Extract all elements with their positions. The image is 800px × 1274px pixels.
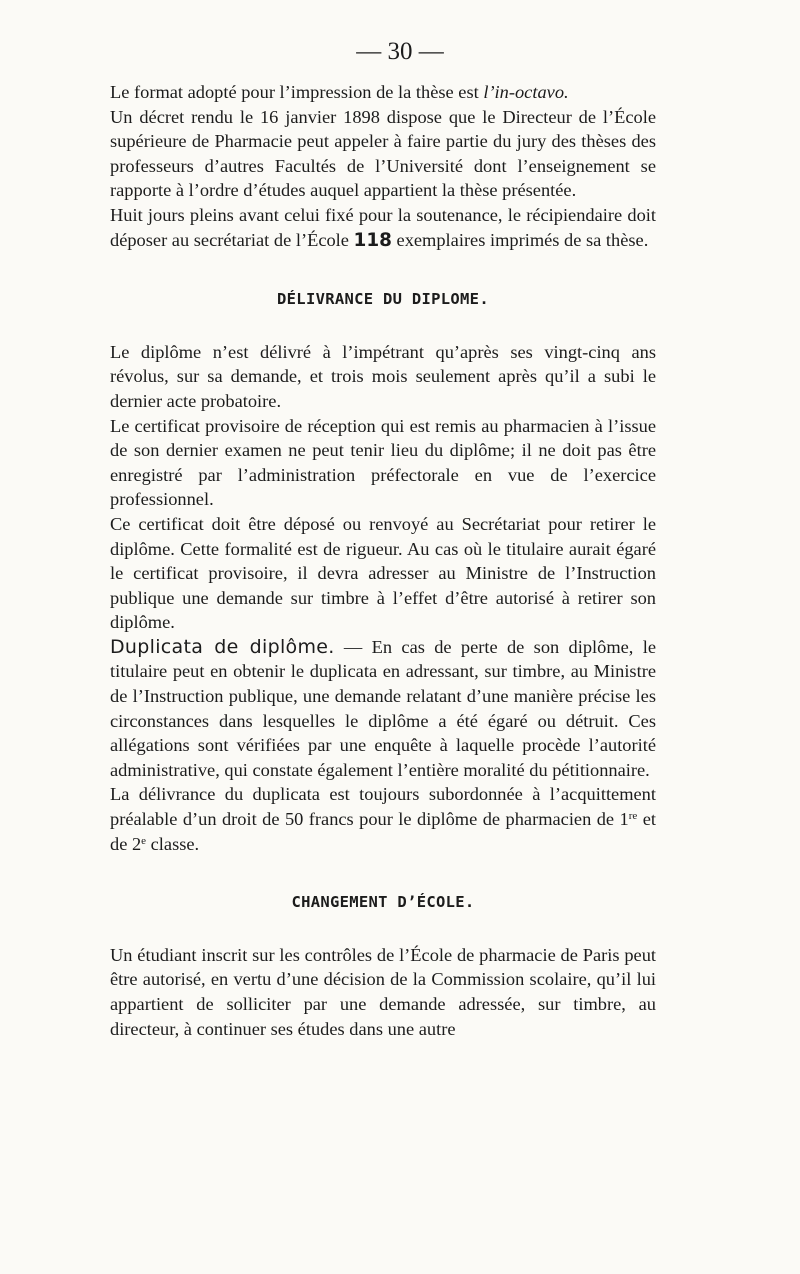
paragraph-format-text: Le format adopté pour l’impression de la thèse est (110, 82, 484, 102)
fee-sup-first: re (628, 810, 638, 823)
paragraph-diploma-delivery: Le diplôme n’est délivré à l’impétrant qu’après ses vingt-cinq ans révolus, sur sa demande, et trois mois seulement après qu’il a subi le dernier acte probatoire. (110, 341, 656, 411)
page-number: — 30 — (356, 38, 444, 65)
run-in-heading-duplicate: Duplicata de diplôme. (110, 635, 335, 658)
paragraph-decree: Un décret rendu le 16 janvier 1898 dispose que le Directeur de l’École supérieure de Pharmacie peut appeler à faire partie du jury des thèses des professeurs d’autres Facultés de l’Université dont l’enseignement se rapporte à l’ordre d’études auquel appartient la thèse présentée. (110, 106, 656, 201)
paragraph-duplicate-text: — En cas de perte de son diplôme, le titulaire peut en obtenir le duplicata en adressant, sur timbre, au Ministre de l’Instruction publique, une demande relatant d’une manière précise les circonstances dans lesquelles le diplôme a été égaré ou détruit. Ces allégations sont vérifiées par une enquête à laquelle procède l’autorité administrative, qui constate également l’entière moralité du pétitionnaire. (110, 636, 656, 780)
paragraph-certificate-deposit: Ce certificat doit être déposé ou renvoyé au Secrétariat pour retirer le diplôme. Cette formalité est de rigueur. Au cas où le titulaire aurait égaré le certificat provisoire, il devra adresser au Ministre de l’Instruction publique une demande sur timbre à l’effet d’être autorisé à retirer son diplôme. (110, 513, 656, 633)
paragraph-deposit (110, 203, 656, 253)
paragraph-deposit-text: Huit jours pleins avant celui fixé pour la soutenance, le récipiendaire doit déposer au secrétariat de l’École (110, 204, 656, 250)
fee-text-end: classe. (146, 833, 200, 854)
section-heading-delivery: DÉLIVRANCE DU DIPLOME. (277, 290, 489, 309)
paragraph-deposit-end: exemplaires imprimés de sa thèse. (391, 229, 649, 250)
paragraph-format (110, 80, 656, 105)
paragraph-school-change: Un étudiant inscrit sur les contrôles de l’École de pharmacie de Paris peut être autorisé, en vertu d’une décision de la Commission scolaire, qu’il lui appartient de solliciter par une demande adressée, sur timbre, au directeur, à continuer ses études dans une autre (110, 944, 656, 1039)
section-heading-school-change: CHANGEMENT D’ÉCOLE. (291, 893, 475, 912)
fee-sup-second: e (141, 834, 147, 847)
paragraph-duplicate (110, 635, 656, 783)
paragraph-duplicate-fee (110, 782, 656, 856)
copies-count: 118 (353, 229, 392, 251)
fee-text-mid: et de 2 (110, 809, 656, 854)
fee-text: La délivrance du duplicata est toujours subordonnée à l’acquittement préalable d’un droit de 50 francs pour le diplôme de pharmacien de 1 (110, 784, 656, 830)
page-body (110, 80, 656, 1041)
paragraph-format-italic: l’in-octavo. (483, 82, 569, 102)
paragraph-provisional-certificate: Le certificat provisoire de réception qui est remis au pharmacien à l’issue de son dernier examen ne peut tenir lieu du diplôme; il ne doit pas être enregistré par l’administration préfectorale en vue de l’exercice professionnel. (110, 415, 656, 510)
